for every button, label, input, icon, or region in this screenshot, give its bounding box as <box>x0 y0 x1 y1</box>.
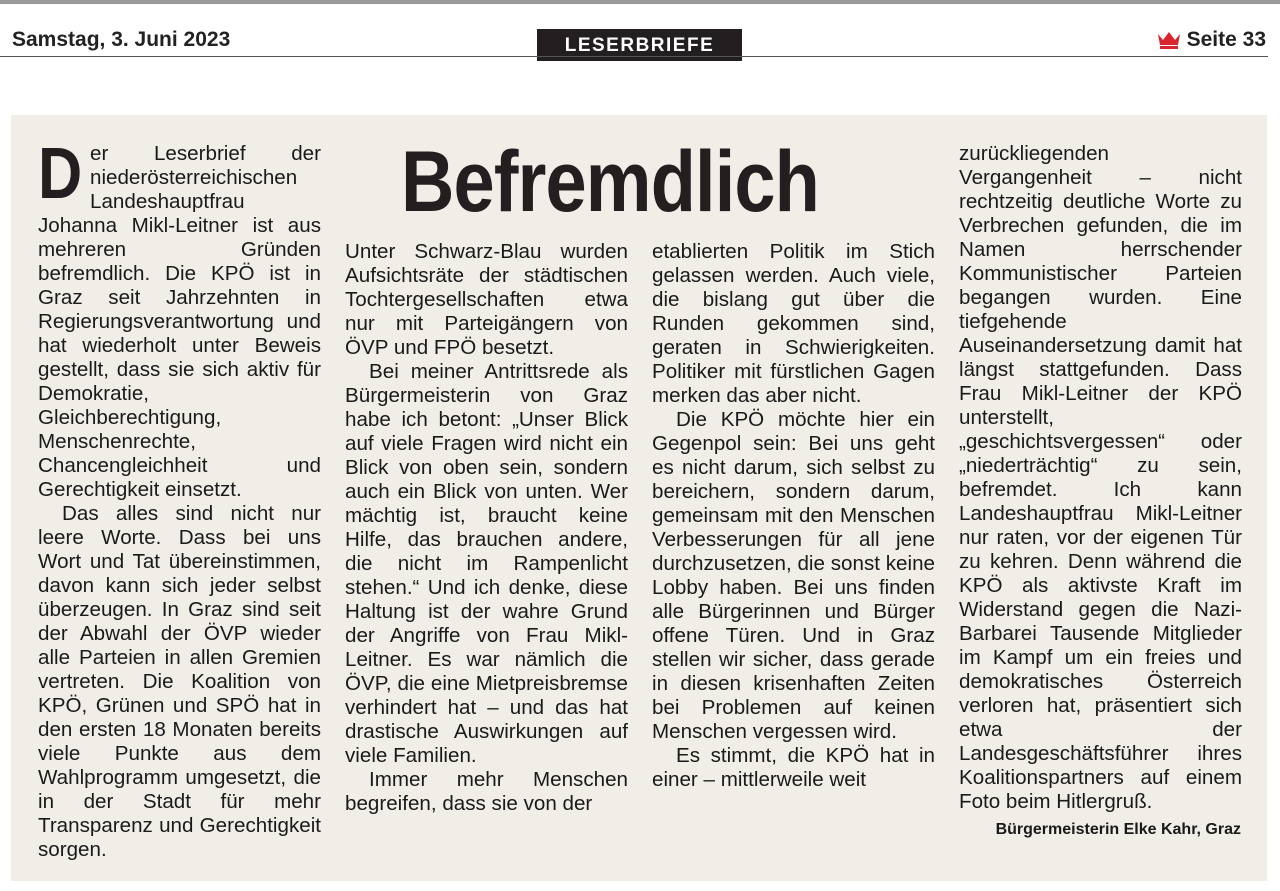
section-label: LESERBRIEFE <box>537 29 742 61</box>
letter-panel <box>11 115 1267 881</box>
paragraph: Unter Schwarz-Blau wurden Aufsichtsräte der städtischen Tochtergesellschaften etwa nur mit Parteigängern von ÖVP und FPÖ besetzt. <box>345 240 628 359</box>
column-2 <box>345 240 628 816</box>
paragraph: Immer mehr Menschen begreifen, dass sie von der <box>345 768 628 815</box>
page-header <box>0 4 1280 58</box>
header-rule <box>0 56 1268 57</box>
paragraph-text: er Leserbrief der niederösterreichischen Landeshauptfrau Johanna Mikl-Leitner ist aus mehreren Gründen befremdlich. Die KPÖ ist in Graz seit Jahrzehnten in Regierungsverantwortung und hat wiederholt unter Beweis gestellt, dass sie sich aktiv für Demokratie, Gleichberechtigung, Menschenrechte, Chancengleichheit und Gerechtigkeit einsetzt. <box>38 142 321 501</box>
paragraph: zurückliegenden Vergangenheit – nicht rechtzeitig deutliche Worte zu Verbrechen gefunden, die im Namen herrschender Kommunistischer Parteien begangen wurden. Eine tiefgehende Auseinandersetzung damit hat längst stattgefunden. Dass Frau Mikl-Leitner der KPÖ unterstellt, „geschichtsvergessen“ oder „niederträchtig“ zu sein, befremdet. Ich kann Landeshauptfrau Mikl-Leitner nur raten, vor der eigenen Tür zu kehren. Denn während die KPÖ als aktivste Kraft im Widerstand gegen die Nazi-Barbarei Tausende Mitglieder im Kampf um ein freies und demokratisches Österreich verloren hat, präsentiert sich etwa der Landesgeschäftsführer ihres Koalitionspartners auf einem Foto beim Hitlergruß. <box>959 142 1242 813</box>
author-signature: Bürgermeisterin Elke Kahr, Graz <box>995 821 1241 838</box>
drop-cap: D <box>38 134 83 214</box>
paragraph: Bei meiner Antrittsrede als Bürgermeisterin von Graz habe ich betont: „Unser Blick auf viele Fragen wird nicht ein Blick von oben sein, sondern auch ein Blick von unten. Wer mächtig ist, braucht keine Hilfe, das brauchen andere, die nicht im Rampenlicht stehen.“ Und ich denke, diese Haltung ist der wahre Grund der Angriffe von Frau Mikl-Leitner. Es war nämlich die ÖVP, die eine Mietpreisbremse verhindert hat – und das hat drastische Auswirkungen auf viele Familien. <box>345 360 628 767</box>
page-number-text: Seite 33 <box>1186 28 1266 51</box>
column-1 <box>38 134 321 862</box>
page-number <box>1157 28 1266 52</box>
crown-icon <box>1157 31 1181 49</box>
headline: Befremdlich <box>401 134 819 230</box>
column-4 <box>959 142 1242 814</box>
paragraph: etablierten Politik im Stich gelassen werden. Auch viele, die bislang gut über die Runden gekommen sind, geraten in Schwierigkeiten. Politiker mit fürstlichen Gagen merken das aber nicht. <box>652 240 935 407</box>
paragraph: Die KPÖ möchte hier ein Gegenpol sein: Bei uns geht es nicht darum, sich selbst zu bereichern, sondern darum, gemeinsam mit den Menschen Verbesserungen für all jene durchzusetzen, die sonst keine Lobby haben. Bei uns finden alle Bürgerinnen und Bürger offene Türen. Und in Graz stellen wir sicher, dass gerade in diesen krisenhaften Zeiten bei Problemen auf keinen Menschen vergessen wird. <box>652 408 935 743</box>
paragraph: Das alles sind nicht nur leere Worte. Dass bei uns Wort und Tat übereinstimmen, davon kann sich jeder selbst überzeugen. In Graz sind seit der Abwahl der ÖVP wieder alle Parteien in allen Gremien vertreten. Die Koalition von KPÖ, Grünen und SPÖ hat in den ersten 18 Monaten bereits viele Punkte aus dem Wahlprogramm umgesetzt, die in der Stadt für mehr Transparenz und Gerechtigkeit sorgen. <box>38 502 321 861</box>
paragraph: Es stimmt, die KPÖ hat in einer – mittlerweile weit <box>652 744 935 791</box>
issue-date: Samstag, 3. Juni 2023 <box>12 28 231 51</box>
paragraph <box>38 134 321 502</box>
column-3 <box>652 240 935 792</box>
